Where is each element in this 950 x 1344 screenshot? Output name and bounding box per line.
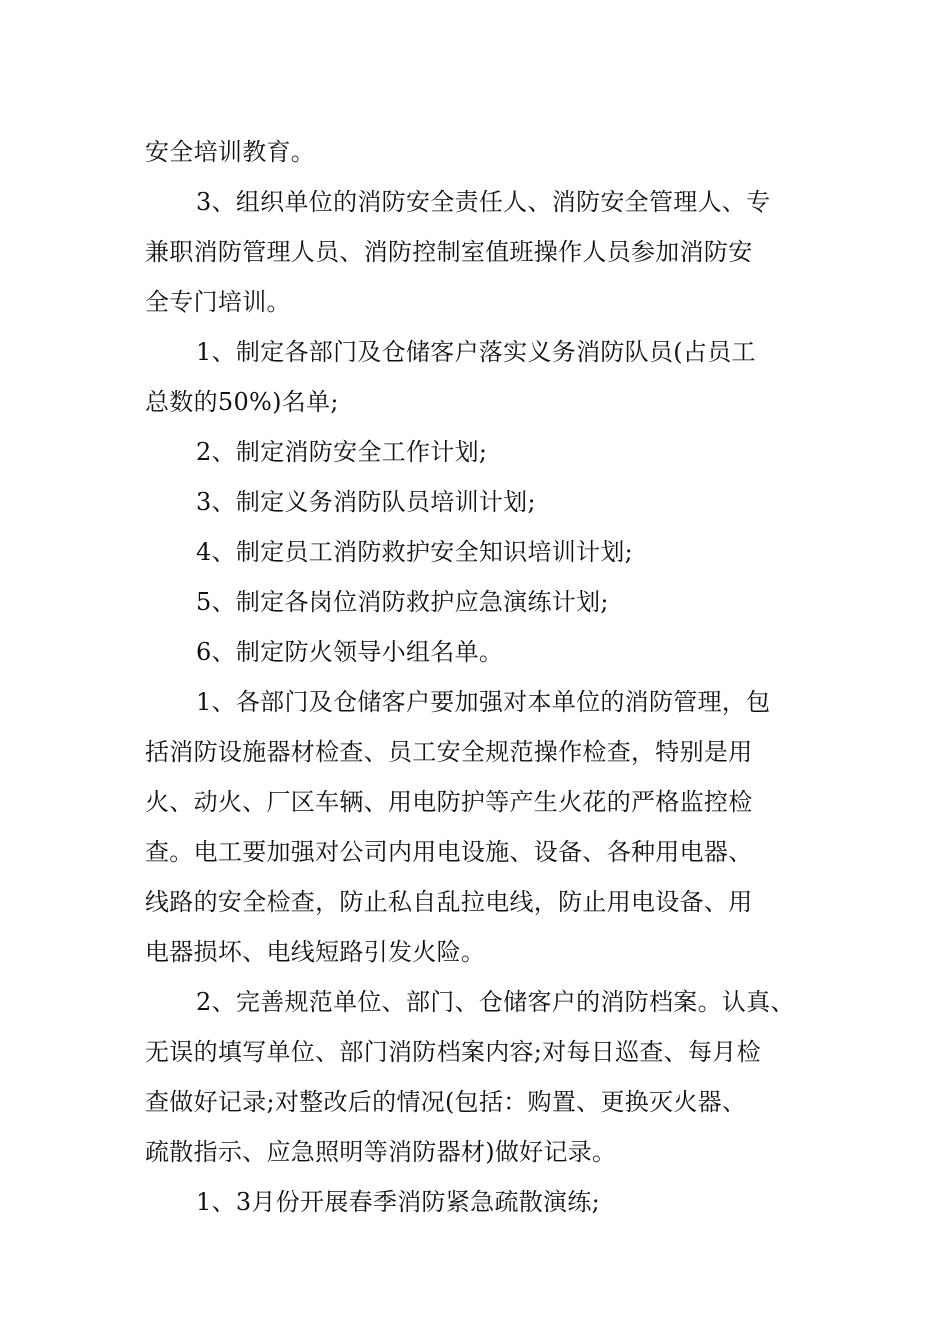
- text-line: 3、制定义务消防队员培训计划;: [196, 488, 536, 516]
- text-line: 2、制定消防安全工作计划;: [196, 438, 488, 466]
- text-line: 安全培训教育。: [145, 138, 316, 166]
- text-line: 线路的安全检查，防止私自乱拉电线，防止用电设备、用: [145, 888, 753, 916]
- text-line: 1、3月份开展春季消防紧急疏散演练;: [196, 1188, 601, 1216]
- text-line: 6、制定防火领导小组名单。: [196, 638, 504, 666]
- text-line: 4、制定员工消防救护安全知识培训计划;: [196, 538, 634, 566]
- text-line: 兼职消防管理人员、消防控制室值班操作人员参加消防安: [145, 238, 753, 266]
- text-line: 全专门培训。: [145, 288, 291, 316]
- text-line: 无误的填写单位、部门消防档案内容;对每日巡查、每月检: [145, 1038, 761, 1066]
- text-line: 疏散指示、应急照明等消防器材)做好记录。: [145, 1138, 617, 1166]
- text-line: 查。电工要加强对公司内用电设施、设备、各种用电器、: [145, 838, 753, 866]
- text-line: 5、制定各岗位消防救护应急演练计划;: [196, 588, 609, 616]
- text-line: 查做好记录;对整改后的情况(包括：购置、更换灭火器、: [145, 1088, 747, 1116]
- text-line: 电器损坏、电线短路引发火险。: [145, 938, 486, 966]
- text-line: 2、完善规范单位、部门、仓储客户的消防档案。认真、: [196, 988, 795, 1016]
- text-line: 火、动火、厂区车辆、用电防护等产生火花的严格监控检: [145, 788, 753, 816]
- text-line: 总数的50%)名单;: [145, 388, 339, 416]
- text-line: 1、制定各部门及仓储客户落实义务消防队员(占员工: [196, 338, 756, 366]
- text-line: 1、各部门及仓储客户要加强对本单位的消防管理，包: [196, 688, 771, 716]
- text-line: 3、组织单位的消防安全责任人、消防安全管理人、专: [196, 188, 771, 216]
- text-line: 括消防设施器材检查、员工安全规范操作检查，特别是用: [145, 738, 753, 766]
